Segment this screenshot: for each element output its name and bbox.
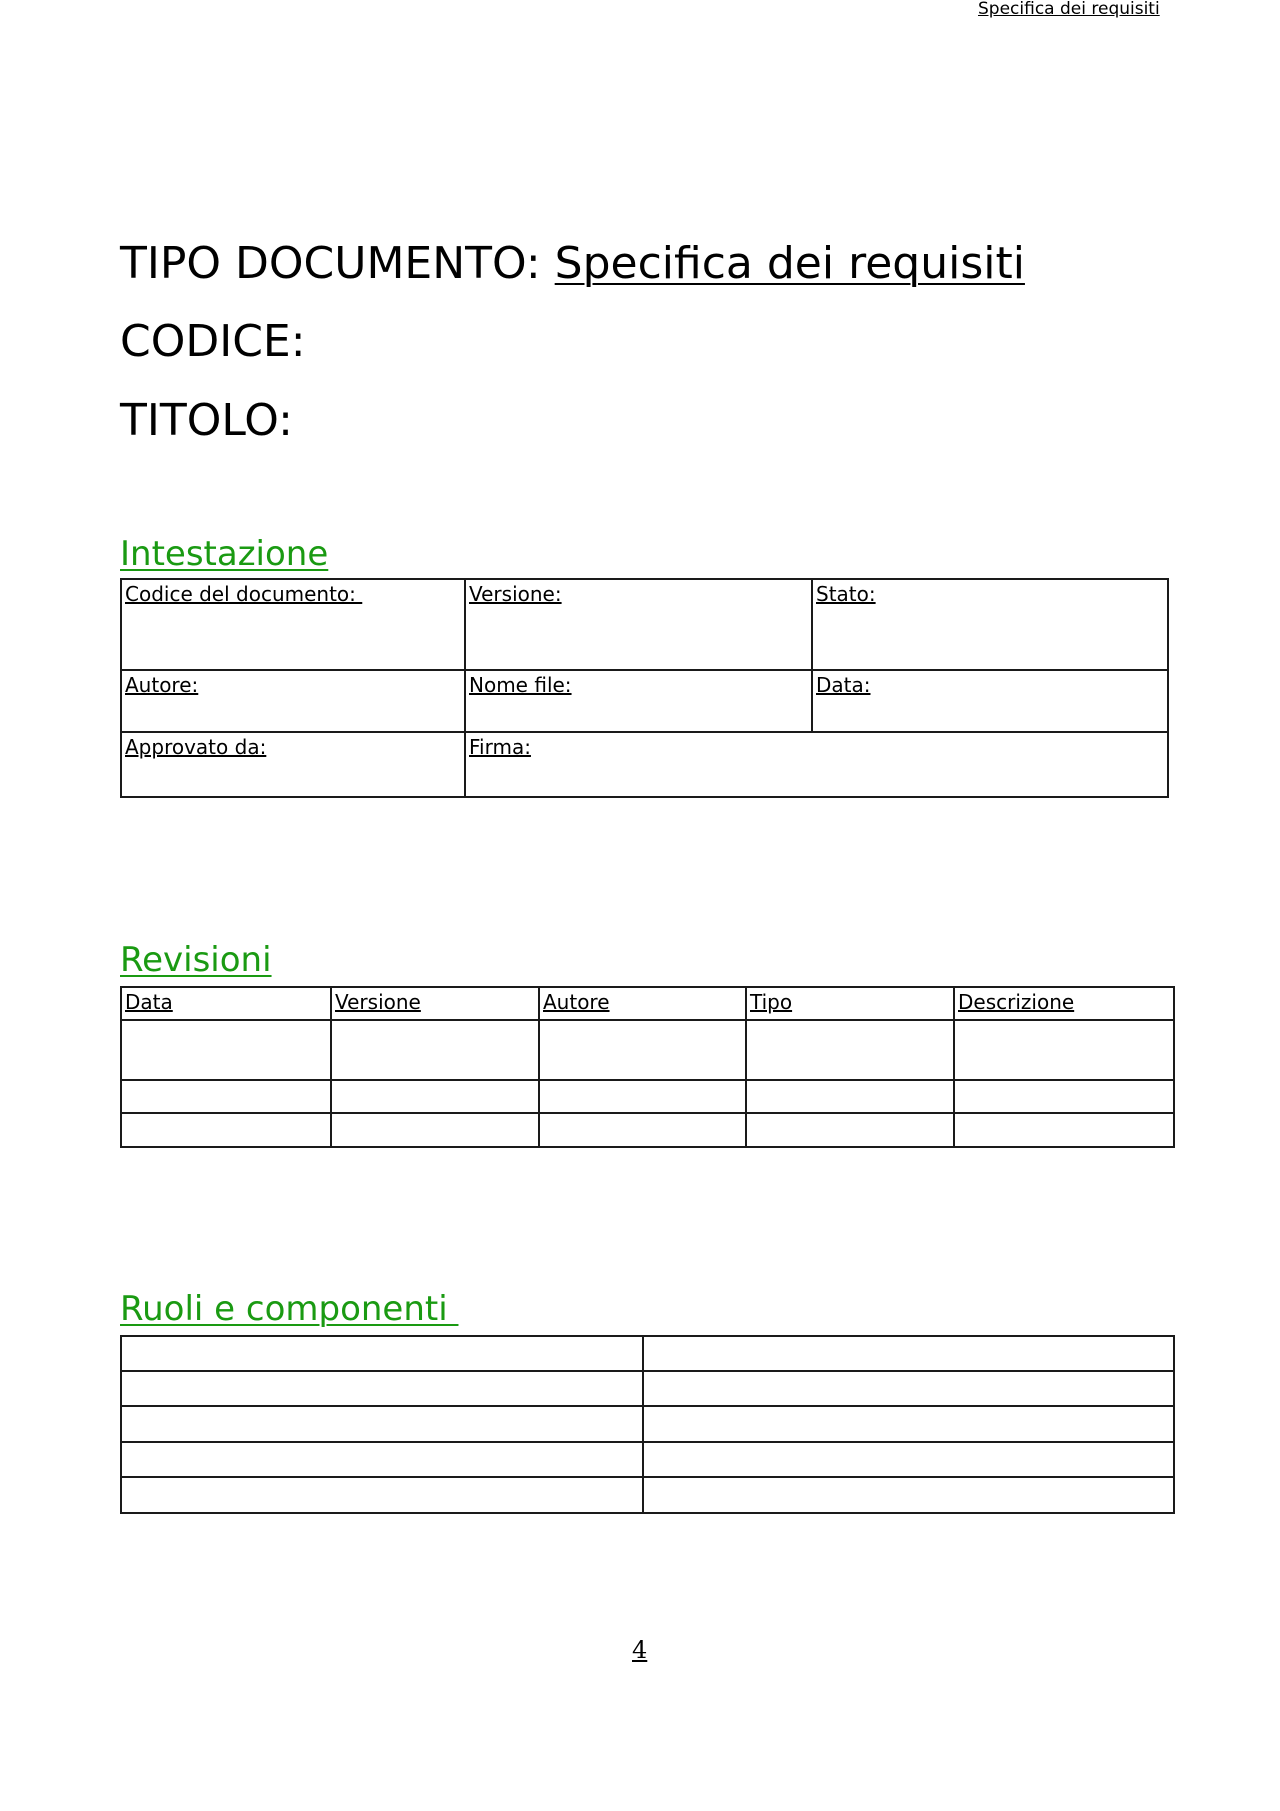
table-row xyxy=(121,1442,1174,1477)
ruoli-table xyxy=(120,1335,1175,1514)
running-header: Specifica dei requisiti xyxy=(978,0,1160,19)
revisioni-table xyxy=(120,986,1175,1148)
table-cell[interactable] xyxy=(121,1477,643,1513)
table-cell[interactable] xyxy=(539,1113,746,1147)
table-cell[interactable] xyxy=(121,1406,643,1442)
table-row xyxy=(121,732,1168,797)
field-label-approvato: Approvato da: xyxy=(125,735,267,759)
table-cell[interactable] xyxy=(121,1442,643,1477)
doc-type-label: TIPO DOCUMENTO: xyxy=(120,238,555,289)
section-heading-revisioni: Revisioni xyxy=(120,940,272,980)
table-cell[interactable] xyxy=(643,1336,1174,1371)
table-row xyxy=(121,1020,1174,1080)
doc-type-value: Specifica dei requisiti xyxy=(554,238,1025,289)
code-line xyxy=(120,316,306,368)
field-label-autore: Autore: xyxy=(125,673,199,697)
table-cell[interactable] xyxy=(121,1371,643,1406)
table-cell[interactable] xyxy=(539,1020,746,1080)
table-cell[interactable] xyxy=(121,579,465,670)
column-header-autore: Autore xyxy=(539,987,746,1020)
table-header-row xyxy=(121,987,1174,1020)
column-header-data: Data xyxy=(121,987,331,1020)
table-cell[interactable] xyxy=(643,1477,1174,1513)
table-cell[interactable] xyxy=(331,1113,539,1147)
section-heading-ruoli: Ruoli e componenti xyxy=(120,1289,459,1329)
page-number: 4 xyxy=(632,1636,648,1664)
table-row xyxy=(121,1406,1174,1442)
table-row xyxy=(121,1336,1174,1371)
doc-type-line xyxy=(120,238,1025,290)
column-header-versione: Versione xyxy=(331,987,539,1020)
table-row xyxy=(121,670,1168,732)
table-row xyxy=(121,579,1168,670)
table-cell[interactable] xyxy=(954,1113,1174,1147)
title-line xyxy=(120,395,293,447)
column-header-descrizione: Descrizione xyxy=(954,987,1174,1020)
table-cell[interactable] xyxy=(812,670,1168,732)
code-label: CODICE: xyxy=(120,316,306,367)
table-cell[interactable] xyxy=(121,1336,643,1371)
table-row xyxy=(121,1113,1174,1147)
table-cell[interactable] xyxy=(121,670,465,732)
table-row xyxy=(121,1371,1174,1406)
table-cell[interactable] xyxy=(643,1406,1174,1442)
table-cell[interactable] xyxy=(954,1020,1174,1080)
intestazione-table xyxy=(120,578,1169,798)
field-label-versione: Versione: xyxy=(469,582,562,606)
table-cell[interactable] xyxy=(539,1080,746,1113)
table-cell[interactable] xyxy=(746,1080,954,1113)
field-label-data: Data: xyxy=(816,673,871,697)
table-cell[interactable] xyxy=(331,1080,539,1113)
table-cell[interactable] xyxy=(331,1020,539,1080)
table-cell[interactable] xyxy=(643,1442,1174,1477)
table-cell[interactable] xyxy=(643,1371,1174,1406)
table-cell[interactable] xyxy=(121,732,465,797)
table-cell[interactable] xyxy=(465,670,812,732)
table-cell[interactable] xyxy=(812,579,1168,670)
table-cell[interactable] xyxy=(121,1020,331,1080)
table-row xyxy=(121,1080,1174,1113)
section-heading-intestazione: Intestazione xyxy=(120,534,329,574)
table-cell[interactable] xyxy=(746,1113,954,1147)
table-cell[interactable] xyxy=(465,732,1168,797)
table-row xyxy=(121,1477,1174,1513)
table-cell[interactable] xyxy=(465,579,812,670)
table-cell[interactable] xyxy=(121,1113,331,1147)
field-label-codice: Codice del documento: xyxy=(125,582,363,606)
title-label: TITOLO: xyxy=(120,395,293,446)
table-cell[interactable] xyxy=(746,1020,954,1080)
field-label-nome-file: Nome file: xyxy=(469,673,572,697)
column-header-tipo: Tipo xyxy=(746,987,954,1020)
table-cell[interactable] xyxy=(121,1080,331,1113)
field-label-stato: Stato: xyxy=(816,582,876,606)
table-cell[interactable] xyxy=(954,1080,1174,1113)
field-label-firma: Firma: xyxy=(469,735,531,759)
